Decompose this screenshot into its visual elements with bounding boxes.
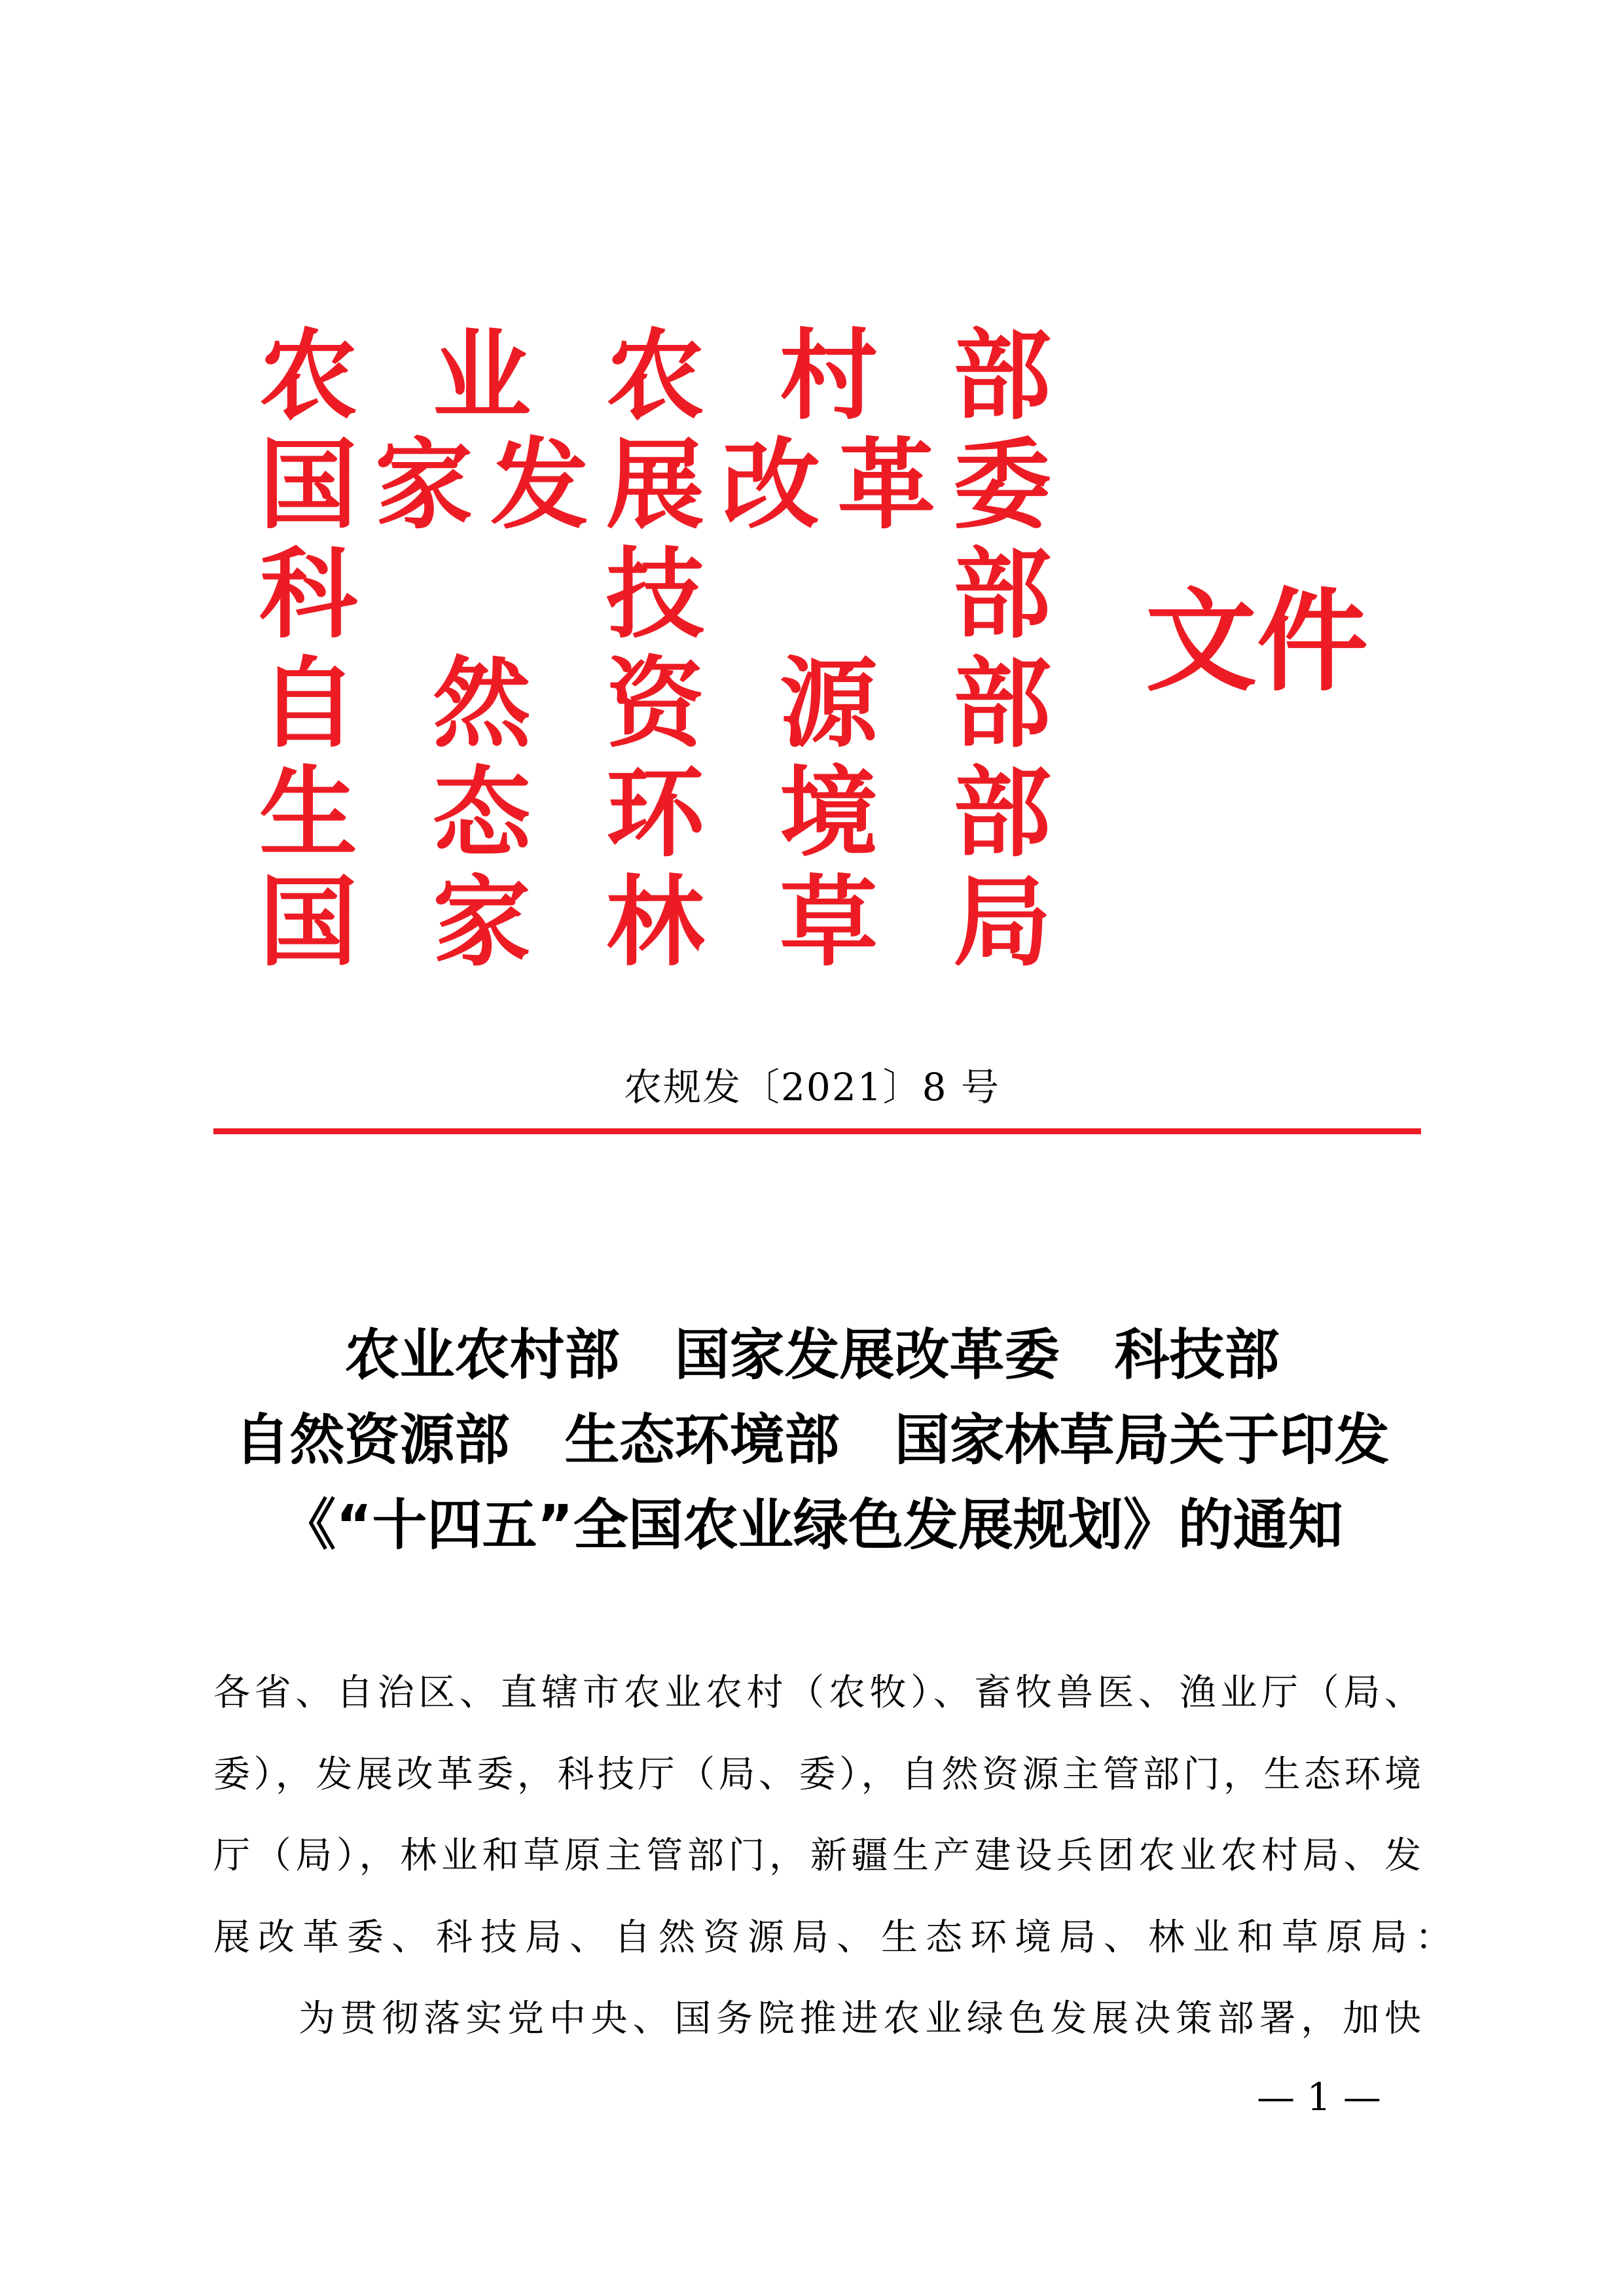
issuer-char: 技 <box>606 536 705 652</box>
issuer-row-ndrc <box>259 427 1051 543</box>
issuer-char: 发 <box>490 427 589 543</box>
issuer-char: 家 <box>374 427 473 543</box>
issuer-row-moa <box>259 317 1052 433</box>
red-divider-line <box>213 1128 1421 1134</box>
issuer-char: 业 <box>433 317 532 433</box>
issuer-char: 态 <box>433 755 532 870</box>
body-paragraph-start: 为贯彻落实党中央、国务院推进农业绿色发展决策部署，加快 <box>298 1998 1421 2040</box>
issuer-char: 自 <box>259 645 358 761</box>
issuer-char: 生 <box>259 755 358 870</box>
issuer-char: 国 <box>259 427 358 543</box>
issuer-char: 部 <box>953 755 1052 870</box>
issuer-row-mnr <box>259 645 1052 761</box>
issuer-char: 资 <box>606 645 705 761</box>
issuer-char: 环 <box>606 755 705 870</box>
issuer-char: 改 <box>721 427 820 543</box>
body-line: 委），发展改革委，科技厅（局、委），自然资源主管部门，生态环境 <box>213 1753 1421 1796</box>
document-number: 农规发〔2021〕8 号 <box>624 1065 1000 1109</box>
issuer-row-nfga <box>259 864 1052 980</box>
body-line: 各省、自治区、直辖市农业农村（农牧）、畜牧兽医、渔业厅（局、 <box>213 1672 1421 1714</box>
issuer-char: 草 <box>780 864 878 980</box>
issuer-char: 局 <box>953 864 1052 980</box>
issuer-char: 科 <box>259 536 358 652</box>
issuer-char: 农 <box>259 317 358 433</box>
issuer-char: 然 <box>433 645 532 761</box>
title-line: 农业农村部 国家发展改革委 科技部 <box>344 1323 1280 1387</box>
issuer-char: 国 <box>259 864 358 980</box>
issuer-char: 委 <box>952 427 1051 543</box>
issuer-row-mee <box>259 755 1052 870</box>
issuer-char: 林 <box>606 864 705 980</box>
issuer-char: 展 <box>605 427 704 543</box>
document-title <box>0 1312 1624 1568</box>
document-suffix-wenjian: 文件 <box>1146 576 1369 707</box>
issuer-char: 部 <box>953 317 1052 433</box>
issuer-char: 境 <box>780 755 878 870</box>
document-body <box>213 1653 1460 2060</box>
issuer-char: 革 <box>837 427 936 543</box>
body-line: 厅（局），林业和草原主管部门，新疆生产建设兵团农业农村局、发 <box>213 1835 1421 1877</box>
page-number: — 1 — <box>1257 2075 1381 2119</box>
issuer-char: 农 <box>606 317 705 433</box>
issuer-char: 部 <box>953 645 1052 761</box>
title-line: 《“十四五”全国农业绿色发展规划》的通知 <box>281 1493 1343 1557</box>
issuer-char: 部 <box>953 536 1052 652</box>
title-line: 自然资源部 生态环境部 国家林草局关于印发 <box>234 1408 1390 1472</box>
issuing-agencies <box>259 317 1052 980</box>
issuer-char: 家 <box>433 864 532 980</box>
body-line: 展改革委、科技局、自然资源局、生态环境局、林业和草原局： <box>213 1916 1460 1959</box>
issuer-row-most <box>259 536 1052 652</box>
issuer-char: 村 <box>780 317 878 433</box>
issuer-char: 源 <box>780 645 878 761</box>
